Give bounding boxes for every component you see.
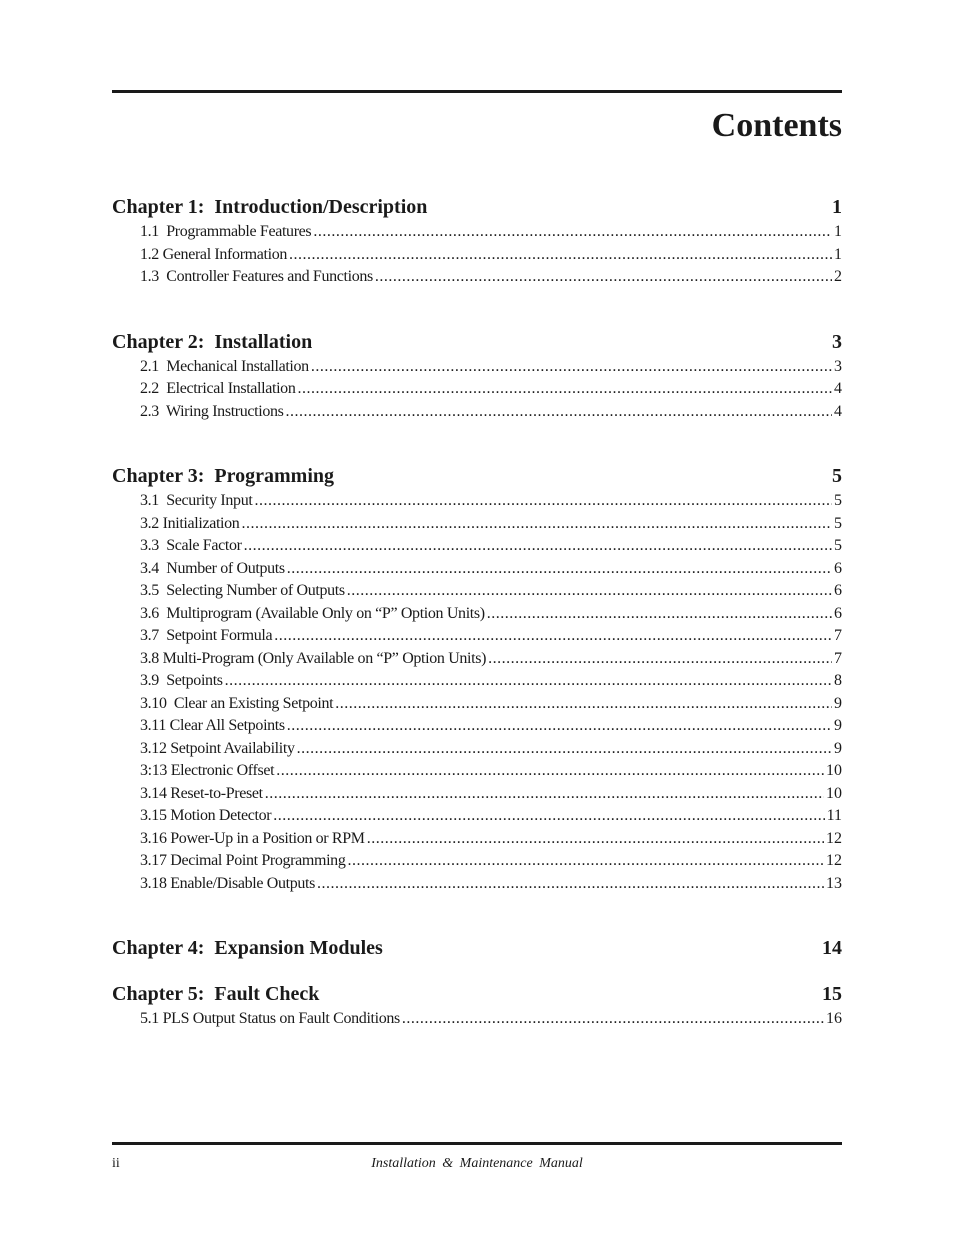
chapter-heading[interactable] <box>112 462 842 490</box>
entry-page: 8 <box>834 672 842 689</box>
dot-leader <box>335 693 832 716</box>
toc-chapter-4 <box>112 934 842 962</box>
toc-chapter-2 <box>112 328 842 424</box>
toc-chapter-5 <box>112 980 842 1031</box>
entry-page: 9 <box>834 694 842 712</box>
entry-title: 2.1 Mechanical Installation <box>140 357 309 375</box>
dot-leader <box>274 625 832 648</box>
chapter-page: 1 <box>832 196 842 218</box>
entry-title: 3.4 Number of Outputs <box>140 559 285 577</box>
chapter-title: Chapter 1: Introduction/Description <box>112 196 428 218</box>
entry-page: 6 <box>834 559 842 577</box>
toc-entry[interactable] <box>140 693 842 716</box>
dot-leader <box>273 805 824 828</box>
toc-entry[interactable] <box>140 760 842 783</box>
toc-entry[interactable] <box>140 783 842 806</box>
chapter-page: 15 <box>822 983 842 1005</box>
entry-page: 13 <box>826 874 842 892</box>
entry-title: 3.12 Setpoint Availability <box>140 739 295 757</box>
entry-title: 2.2 Electrical Installation <box>140 380 296 397</box>
toc-entry[interactable] <box>140 401 842 424</box>
toc-entry[interactable] <box>140 356 842 379</box>
entry-page: 7 <box>834 627 842 644</box>
dot-leader <box>402 1008 824 1031</box>
dot-leader <box>286 401 832 424</box>
chapter-page: 5 <box>832 465 842 487</box>
toc-chapter-1 <box>112 193 842 289</box>
dot-leader <box>488 648 832 671</box>
entry-title: 1.1 Programmable Features <box>140 223 312 240</box>
chapter-heading[interactable] <box>112 328 842 356</box>
toc-entry[interactable] <box>140 715 842 738</box>
entry-page: 9 <box>834 717 842 734</box>
chapter-heading[interactable] <box>112 934 842 962</box>
entry-title: 3.6 Multiprogram (Available Only on “P” Option Units) <box>140 604 485 622</box>
toc-entry[interactable] <box>140 850 842 873</box>
dot-leader <box>347 580 832 603</box>
dot-leader <box>297 738 832 761</box>
entry-page: 6 <box>834 582 842 599</box>
chapter-title: Chapter 2: Installation <box>112 330 313 353</box>
entry-title: 3.5 Selecting Number of Outputs <box>140 582 345 599</box>
dot-leader <box>276 760 824 783</box>
dot-leader <box>311 356 832 379</box>
toc-entry[interactable] <box>140 535 842 558</box>
entry-page: 16 <box>826 1010 842 1027</box>
dot-leader <box>287 558 832 581</box>
toc-entry[interactable] <box>140 490 842 513</box>
entry-title: 3.10 Clear an Existing Setpoint <box>140 694 334 712</box>
toc-entry[interactable] <box>140 378 842 401</box>
toc-entry[interactable] <box>140 670 842 693</box>
entry-title: 3.18 Enable/Disable Outputs <box>140 874 315 892</box>
entry-page: 10 <box>826 762 842 779</box>
entry-title: 3.15 Motion Detector <box>140 807 272 824</box>
toc-entry[interactable] <box>140 580 842 603</box>
entry-title: 3:13 Electronic Offset <box>140 762 275 779</box>
page-title: Contents <box>711 107 842 144</box>
chapter-title: Chapter 4: Expansion Modules <box>112 937 383 959</box>
footer-manual-title: Installation & Maintenance Manual <box>371 1156 583 1171</box>
entry-title: 1.2 General Information <box>140 245 288 263</box>
dot-leader <box>375 266 832 289</box>
entry-title: 3.14 Reset-to-Preset <box>140 784 263 802</box>
table-of-contents <box>112 193 842 1070</box>
entry-page: 12 <box>826 852 842 869</box>
toc-entry[interactable] <box>140 266 842 289</box>
toc-entry[interactable] <box>140 221 842 244</box>
entry-title: 3.11 Clear All Setpoints <box>140 717 285 734</box>
entry-page: 9 <box>834 739 842 757</box>
entry-page: 5 <box>834 492 842 509</box>
dot-leader <box>287 715 832 738</box>
entry-page: 2 <box>834 268 842 285</box>
entry-page: 11 <box>826 807 842 824</box>
dot-leader <box>289 244 832 267</box>
dot-leader <box>225 670 832 693</box>
entry-page: 7 <box>834 649 842 667</box>
footer-rule <box>112 1142 842 1145</box>
entry-page: 5 <box>834 514 842 532</box>
chapter-title: Chapter 3: Programming <box>112 465 335 487</box>
entry-title: 3.1 Security Input <box>140 492 253 509</box>
dot-leader <box>347 850 824 873</box>
entry-title: 1.3 Controller Features and Functions <box>140 268 373 285</box>
entry-page: 4 <box>834 402 842 420</box>
entry-page: 5 <box>834 537 842 554</box>
entry-title: 3.2 Initialization <box>140 514 240 532</box>
entry-page: 6 <box>834 604 842 622</box>
toc-entry[interactable] <box>140 625 842 648</box>
dot-leader <box>254 490 832 513</box>
dot-leader <box>244 535 832 558</box>
header-rule <box>112 90 842 93</box>
entry-title: 2.3 Wiring Instructions <box>140 402 284 420</box>
dot-leader <box>317 873 824 896</box>
entry-title: 3.8 Multi-Program (Only Available on “P” Option Units) <box>140 649 487 667</box>
dot-leader <box>313 221 832 244</box>
toc-entry[interactable] <box>140 513 842 536</box>
chapter-title: Chapter 5: Fault Check <box>112 983 320 1005</box>
toc-entry[interactable] <box>140 1008 842 1031</box>
toc-entry[interactable] <box>140 873 842 896</box>
dot-leader <box>487 603 832 626</box>
entry-title: 3.17 Decimal Point Programming <box>140 852 346 869</box>
entry-title: 5.1 PLS Output Status on Fault Conditions <box>140 1010 400 1027</box>
entry-title: 3.16 Power-Up in a Position or RPM <box>140 829 365 847</box>
entry-title: 3.3 Scale Factor <box>140 537 242 554</box>
entry-page: 1 <box>834 245 842 263</box>
entry-page: 4 <box>834 380 842 397</box>
dot-leader <box>265 783 824 806</box>
entry-title: 3.7 Setpoint Formula <box>140 627 273 644</box>
entry-page: 10 <box>826 784 842 802</box>
toc-chapter-3 <box>112 462 842 895</box>
chapter-heading[interactable] <box>112 193 842 221</box>
dot-leader <box>367 828 824 851</box>
toc-entry[interactable] <box>140 648 842 671</box>
toc-entry[interactable] <box>140 738 842 761</box>
footer-page-number: ii <box>112 1156 120 1171</box>
entry-page: 1 <box>834 223 842 240</box>
chapter-page: 3 <box>832 330 842 353</box>
toc-entry[interactable] <box>140 805 842 828</box>
toc-entry[interactable] <box>140 244 842 267</box>
entry-page: 3 <box>834 357 842 375</box>
toc-entry[interactable] <box>140 828 842 851</box>
toc-entry[interactable] <box>140 603 842 626</box>
chapter-heading[interactable] <box>112 980 842 1008</box>
entry-title: 3.9 Setpoints <box>140 672 223 689</box>
chapter-page: 14 <box>822 937 842 959</box>
entry-page: 12 <box>826 829 842 847</box>
dot-leader <box>297 378 832 401</box>
toc-entry[interactable] <box>140 558 842 581</box>
dot-leader <box>241 513 832 536</box>
